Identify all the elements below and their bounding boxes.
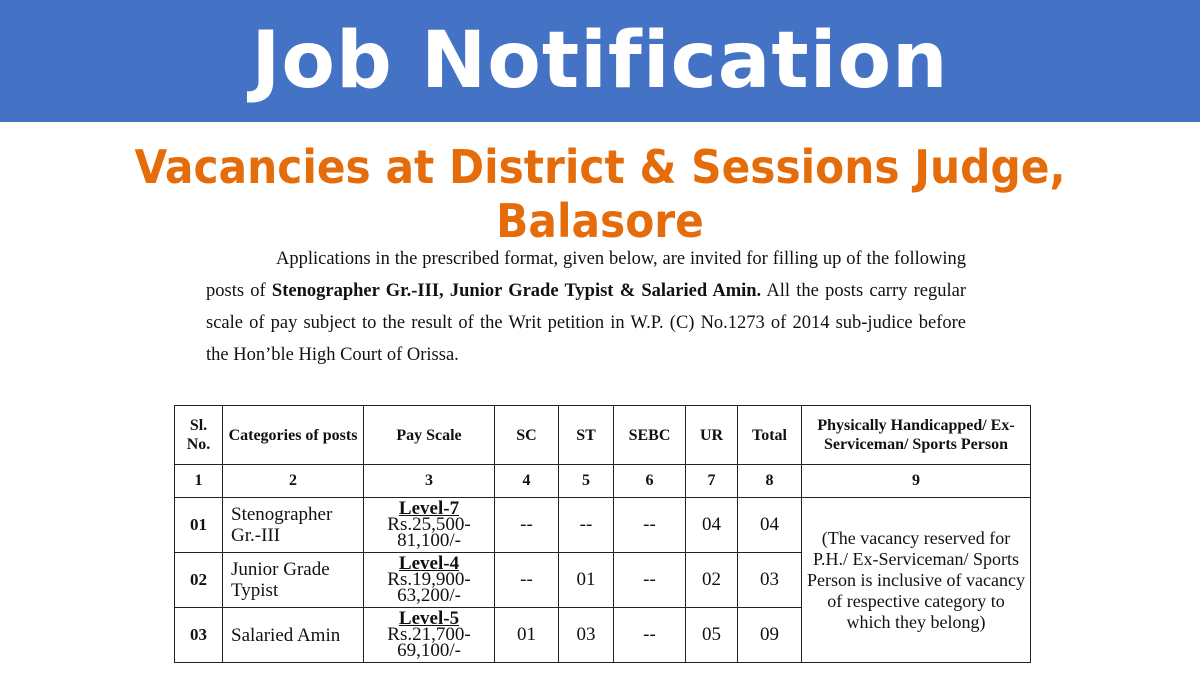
row-sebc: -- [614, 608, 686, 663]
row-sc: 01 [495, 608, 559, 663]
row-ur: 04 [686, 498, 738, 553]
row-sebc: -- [614, 498, 686, 553]
table-row [175, 498, 1031, 553]
row-sc: -- [495, 498, 559, 553]
header-st: ST [559, 406, 614, 465]
pay-level: Level-7 [398, 498, 460, 519]
row-pay-scale [364, 608, 495, 663]
row-st: 03 [559, 608, 614, 663]
col-number: 8 [738, 465, 802, 498]
col-number: 4 [495, 465, 559, 498]
row-category: Salaried Amin [223, 608, 364, 663]
col-number: 9 [802, 465, 1031, 498]
title-banner [0, 0, 1200, 122]
pay-level: Level-5 [398, 608, 460, 629]
header-ur: UR [686, 406, 738, 465]
row-total: 04 [738, 498, 802, 553]
col-number: 1 [175, 465, 223, 498]
row-ur: 02 [686, 553, 738, 608]
col-number: 7 [686, 465, 738, 498]
intro-paragraph [206, 243, 966, 371]
row-total: 09 [738, 608, 802, 663]
row-st: -- [559, 498, 614, 553]
row-sl: 01 [175, 498, 223, 553]
header-sebc: SEBC [614, 406, 686, 465]
row-category: Junior Grade Typist [223, 553, 364, 608]
row-ur: 05 [686, 608, 738, 663]
column-number-row [175, 465, 1031, 498]
row-total: 03 [738, 553, 802, 608]
row-pay-scale [364, 553, 495, 608]
table-header-row [175, 406, 1031, 465]
notice-subtitle: Vacancies at District & Sessions Judge, Balasore [134, 140, 1066, 248]
intro-posts: Stenographer Gr.-III, Junior Grade Typist & Salaried Amin. [271, 281, 762, 301]
col-number: 2 [223, 465, 364, 498]
banner-title: Job Notification [251, 16, 949, 106]
intro-text-part1: Applications in the prescribed format, given below, are invited for filling up of the following posts of [206, 249, 966, 301]
header-category: Categories of posts [223, 406, 364, 465]
row-sl: 02 [175, 553, 223, 608]
header-sc: SC [495, 406, 559, 465]
header-ph: Physically Handicapped/ Ex-Serviceman/ Sports Person [802, 406, 1031, 465]
pay-range: Rs.19,900-63,200/- [387, 569, 471, 606]
row-sc: -- [495, 553, 559, 608]
col-number: 5 [559, 465, 614, 498]
header-pay-scale: Pay Scale [364, 406, 495, 465]
ph-remark: (The vacancy reserved for P.H./ Ex-Serviceman/ Sports Person is inclusive of vacancy of respective category to which they belong) [802, 498, 1031, 663]
row-pay-scale [364, 498, 495, 553]
pay-level: Level-4 [398, 553, 460, 574]
row-category: Stenographer Gr.-III [223, 498, 364, 553]
header-total: Total [738, 406, 802, 465]
row-sebc: -- [614, 553, 686, 608]
row-st: 01 [559, 553, 614, 608]
row-sl: 03 [175, 608, 223, 663]
vacancy-table [174, 405, 1031, 663]
header-sl: Sl. No. [175, 406, 223, 465]
pay-range: Rs.21,700-69,100/- [387, 624, 471, 661]
intro-text-part2: All the posts carry regular scale of pay subject to the result of the Writ petition in W.P. (C) No.1273 of 2014 sub-judice before the Hon’ble High Court of Orissa. [206, 281, 966, 365]
col-number: 6 [614, 465, 686, 498]
pay-range: Rs.25,500-81,100/- [387, 514, 471, 551]
col-number: 3 [364, 465, 495, 498]
